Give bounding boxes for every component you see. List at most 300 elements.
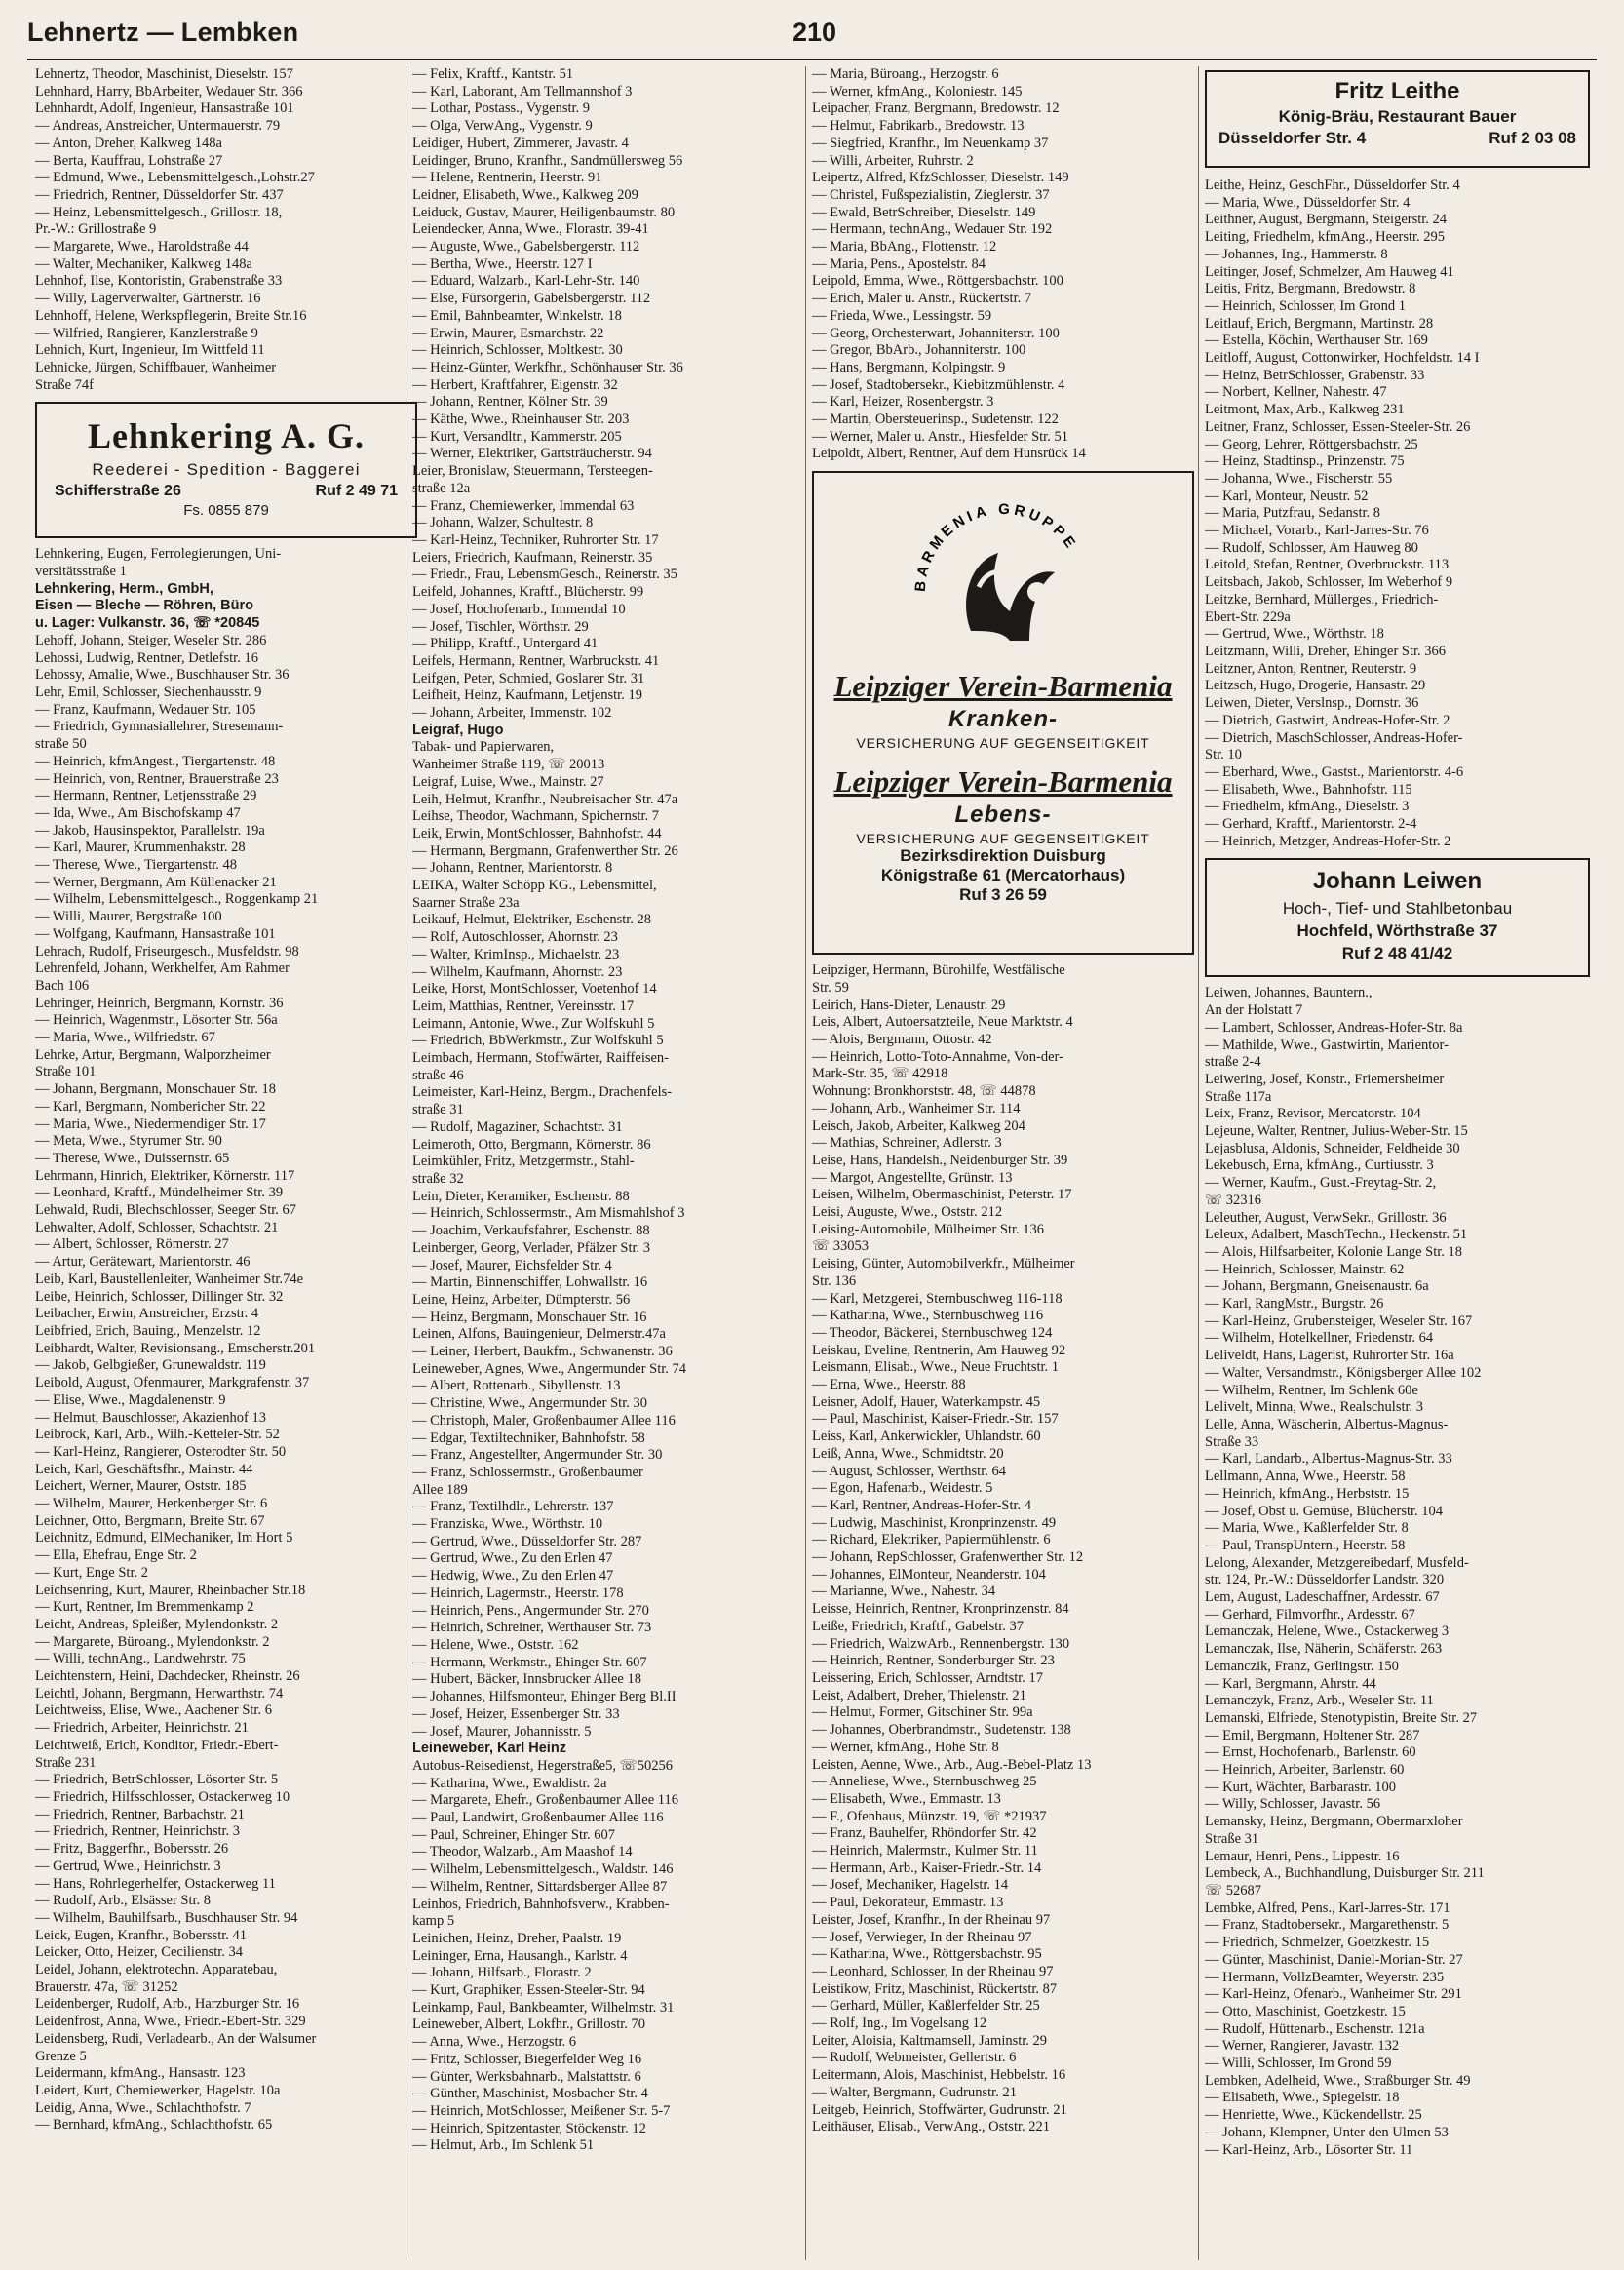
directory-entry: — Willy, Schlosser, Javastr. 56 bbox=[1205, 1796, 1381, 1813]
barmenia-tagline: VERSICHERUNG AUF GEGENSEITIGKEIT bbox=[856, 735, 1150, 752]
directory-entry: Leising-Automobile, Mülheimer Str. 136 bbox=[812, 1221, 1045, 1237]
directory-entry: Lehnkering, Herm., GmbH, bbox=[35, 580, 213, 597]
directory-entry: Leiers, Friedrich, Kaufmann, Reinerstr. 35 bbox=[412, 549, 653, 566]
column-divider bbox=[805, 66, 806, 2260]
directory-entry: Leiwen, Johannes, Bauntern., bbox=[1205, 985, 1373, 1001]
directory-entry: — Josef, Verwieger, In der Rheinau 97 bbox=[812, 1929, 1032, 1945]
directory-entry: — Ewald, BetrSchreiber, Dieselstr. 149 bbox=[812, 204, 1036, 220]
directory-entry: — Karl, Rentner, Andreas-Hofer-Str. 4 bbox=[812, 1497, 1032, 1513]
advert-telex: Fs. 0855 879 bbox=[183, 502, 269, 520]
directory-entry: — Elise, Wwe., Magdalenenstr. 9 bbox=[35, 1391, 226, 1408]
directory-entry: Str. 59 bbox=[812, 979, 849, 996]
directory-entry: straße 32 bbox=[412, 1171, 464, 1187]
directory-entry: — Karl-Heinz, Techniker, Ruhrorter Str. 17 bbox=[412, 531, 659, 548]
directory-entry: Straße 231 bbox=[35, 1754, 97, 1771]
directory-entry: Lein, Dieter, Keramiker, Eschenstr. 88 bbox=[412, 1188, 630, 1204]
directory-entry: Leitis, Fritz, Bergmann, Bredowstr. 8 bbox=[1205, 281, 1416, 297]
directory-entry: Lemaur, Henri, Pens., Lippestr. 16 bbox=[1205, 1848, 1400, 1864]
directory-entry: Lembke, Alfred, Pens., Karl-Jarres-Str. 171 bbox=[1205, 1899, 1450, 1916]
directory-entry: — Rolf, Autoschlosser, Ahornstr. 23 bbox=[412, 929, 618, 946]
directory-entry: — Johann, Klempner, Unter den Ulmen 53 bbox=[1205, 2124, 1449, 2140]
directory-entry: — Heinrich, Pens., Angermunder Str. 270 bbox=[412, 1602, 649, 1619]
directory-entry: Straße 31 bbox=[1205, 1830, 1259, 1847]
barmenia-product: Kranken- bbox=[947, 706, 1059, 733]
directory-entry: — Josef, Heizer, Essenberger Str. 33 bbox=[412, 1705, 620, 1722]
directory-entry: — Heinrich, Schlossermstr., Am Mismahlshof 3 bbox=[412, 1205, 685, 1222]
directory-entry: straße 50 bbox=[35, 736, 87, 753]
directory-entry: Leineweber, Agnes, Wwe., Angermunder Str. 74 bbox=[412, 1360, 687, 1377]
column-divider bbox=[1198, 66, 1199, 2260]
directory-entry: Leist, Adalbert, Dreher, Thielenstr. 21 bbox=[812, 1687, 1026, 1703]
barmenia-brand: Leipziger Verein-Barmenia bbox=[833, 669, 1173, 704]
barmenia-address: Königstraße 61 (Mercatorhaus) bbox=[880, 866, 1126, 885]
directory-entry: Saarner Straße 23a bbox=[412, 894, 520, 911]
directory-entry: Leinen, Alfons, Bauingenieur, Delmerstr.47a bbox=[412, 1326, 666, 1343]
directory-entry: — Werner, kfmAng., Koloniestr. 145 bbox=[812, 83, 1023, 99]
directory-entry: Leidenberger, Rudolf, Arb., Harzburger Str. 16 bbox=[35, 1996, 300, 2013]
directory-entry: — Hermann, Rentner, Letjensstraße 29 bbox=[35, 788, 257, 804]
directory-entry: — Rolf, Ing., Im Vogelsang 12 bbox=[812, 2016, 987, 2032]
directory-entry: — Albert, Rottenarb., Sibyllenstr. 13 bbox=[412, 1378, 621, 1394]
directory-entry: — Erich, Maler u. Anstr., Rückertstr. 7 bbox=[812, 291, 1032, 307]
advert-business: Hoch-, Tief- und Stahlbetonbau bbox=[1282, 899, 1513, 919]
directory-entry: — Willi, Arbeiter, Ruhrstr. 2 bbox=[812, 152, 974, 169]
directory-entry: Leidensberg, Rudi, Verladearb., An der Walsumer bbox=[35, 2030, 317, 2047]
directory-entry: — Auguste, Wwe., Gabelsbergerstr. 112 bbox=[412, 239, 640, 255]
directory-entry: Str. 136 bbox=[812, 1272, 857, 1289]
directory-entry: Leim, Matthias, Rentner, Vereinsstr. 17 bbox=[412, 998, 635, 1014]
column-4 bbox=[1205, 66, 1590, 2159]
directory-entry: Leiting, Friedhelm, kfmAng., Heerstr. 295 bbox=[1205, 229, 1446, 246]
barmenia-brand: Leipziger Verein-Barmenia bbox=[833, 764, 1173, 800]
directory-entry: — Johann, Bergmann, Monschauer Str. 18 bbox=[35, 1081, 277, 1098]
directory-entry: Leidermann, kfmAng., Hansastr. 123 bbox=[35, 2065, 246, 2082]
directory-entry: — Johannes, Oberbrandmstr., Sudetenstr. 138 bbox=[812, 1722, 1071, 1739]
directory-entry: Leichtweiß, Erich, Konditor, Friedr.-Ebert- bbox=[35, 1737, 279, 1753]
directory-entry: — Friedrich, Rentner, Düsseldorfer Str. 437 bbox=[35, 186, 284, 203]
directory-entry: — Werner, Elektriker, Gartsträucherstr. 94 bbox=[412, 446, 652, 462]
directory-entry: Lehrach, Rudolf, Friseurgesch., Musfeldstr. 98 bbox=[35, 943, 299, 959]
directory-entry: — Maria, Büroang., Herzogstr. 6 bbox=[812, 66, 999, 82]
directory-entry: Leitermann, Alois, Maschinist, Hebbelstr. 16 bbox=[812, 2067, 1066, 2084]
directory-entry: — Otto, Maschinist, Goetzkestr. 15 bbox=[1205, 2003, 1406, 2019]
directory-entry: — Johannes, Ing., Hammerstr. 8 bbox=[1205, 246, 1388, 262]
directory-entry: — Johann, Rentner, Marientorstr. 8 bbox=[412, 860, 613, 877]
directory-entry: — Josef, Obst u. Gemüse, Blücherstr. 104 bbox=[1205, 1503, 1444, 1519]
directory-entry: Leitsbach, Jakob, Schlosser, Im Weberhof 9 bbox=[1205, 574, 1453, 591]
directory-entry: — Paul, TranspUntern., Heerstr. 58 bbox=[1205, 1537, 1406, 1553]
running-head: Lehnertz — Lembken bbox=[27, 18, 299, 47]
directory-entry: — Anton, Dreher, Kalkweg 148a bbox=[35, 135, 222, 151]
directory-entry: Leliveldt, Hans, Lagerist, Ruhrorter Str. 16a bbox=[1205, 1348, 1454, 1364]
directory-entry: — Heinrich, kfmAng., Herbststr. 15 bbox=[1205, 1485, 1410, 1502]
lehnkering-advert bbox=[35, 402, 417, 538]
directory-entry: — Hermann, technAng., Wedauer Str. 192 bbox=[812, 221, 1053, 238]
directory-entry: Leimeroth, Otto, Bergmann, Körnerstr. 86 bbox=[412, 1136, 651, 1153]
directory-entry: Tabak- und Papierwaren, bbox=[412, 739, 555, 756]
directory-entry: Lehoff, Johann, Steiger, Weseler Str. 286 bbox=[35, 632, 267, 648]
directory-entry: — Eberhard, Wwe., Gastst., Marientorstr. 4-6 bbox=[1205, 763, 1464, 780]
directory-entry: Leier, Bronislaw, Steuermann, Tersteegen- bbox=[412, 463, 653, 480]
directory-entry: Bach 106 bbox=[35, 977, 90, 994]
directory-entry: — Maria, Wwe., Kaßlerfelder Str. 8 bbox=[1205, 1520, 1409, 1537]
directory-entry: Leisch, Jakob, Arbeiter, Kalkweg 204 bbox=[812, 1117, 1025, 1134]
directory-entry: Leiß, Anna, Wwe., Schmidtstr. 20 bbox=[812, 1445, 1004, 1462]
directory-entry: Leitinger, Josef, Schmelzer, Am Hauweg 41 bbox=[1205, 263, 1454, 280]
directory-entry: — Karl, Laborant, Am Tellmannshof 3 bbox=[412, 83, 633, 99]
directory-entry: Lehnhof, Ilse, Kontoristin, Grabenstraße 33 bbox=[35, 273, 283, 290]
directory-entry: — Elisabeth, Wwe., Spiegelstr. 18 bbox=[1205, 2090, 1400, 2106]
directory-entry: Lemanczik, Franz, Gerlingstr. 150 bbox=[1205, 1658, 1399, 1674]
directory-entry: — Hermann, Arb., Kaiser-Friedr.-Str. 14 bbox=[812, 1859, 1042, 1876]
directory-entry: — Emil, Bahnbeamter, Winkelstr. 18 bbox=[412, 307, 622, 324]
directory-entry: Leipoldt, Albert, Rentner, Auf dem Hunsrück 14 bbox=[812, 446, 1086, 462]
directory-entry: Leick, Eugen, Kranfhr., Bobersstr. 41 bbox=[35, 1927, 248, 1943]
directory-entry: — Wilhelm, Kaufmann, Ahornstr. 23 bbox=[412, 963, 623, 980]
directory-entry: — Karl, Bergmann, Nombericher Str. 22 bbox=[35, 1098, 266, 1115]
directory-entry: — Johannes, Hilfsmonteur, Ehinger Berg Bl.II bbox=[412, 1689, 677, 1705]
directory-entry: — Erwin, Maurer, Esmarchstr. 22 bbox=[412, 325, 604, 341]
column-3 bbox=[812, 66, 1194, 2136]
directory-entry: — Franz, Bauhelfer, Rhöndorfer Str. 42 bbox=[812, 1825, 1037, 1842]
directory-entry: — Lambert, Schlosser, Andreas-Hofer-Str. 8a bbox=[1205, 1019, 1463, 1036]
directory-entry: — Heinrich, kfmAngest., Tiergartenstr. 48 bbox=[35, 753, 276, 769]
directory-entry: Lehnertz, Theodor, Maschinist, Dieselstr. 157 bbox=[35, 66, 293, 82]
directory-entry: Leitzner, Anton, Rentner, Reuterstr. 9 bbox=[1205, 660, 1417, 677]
directory-entry: — Helmut, Fabrikarb., Bredowstr. 13 bbox=[812, 118, 1025, 135]
directory-entry: Leimbach, Hermann, Stoffwärter, Raiffeisen- bbox=[412, 1050, 670, 1067]
directory-entry: Lemansky, Heinz, Bergmann, Obermarxloher bbox=[1205, 1814, 1463, 1830]
directory-entry: straße 2-4 bbox=[1205, 1054, 1261, 1071]
directory-entry: — Kurt, Enge Str. 2 bbox=[35, 1564, 148, 1581]
directory-entry: Leibhardt, Walter, Revisionsang., Emscherstr.201 bbox=[35, 1340, 316, 1356]
directory-entry: — Friedrich, Gymnasiallehrer, Stresemann- bbox=[35, 719, 284, 735]
directory-entry: Leiduck, Gustav, Maurer, Heiligenbaumstr. 80 bbox=[412, 204, 676, 220]
directory-entry: Leichsenring, Kurt, Maurer, Rheinbacher Str.18 bbox=[35, 1582, 306, 1598]
directory-entry: — Karl-Heinz, Arb., Lösorter Str. 11 bbox=[1205, 2141, 1413, 2158]
directory-list bbox=[35, 66, 417, 394]
directory-entry: — Friedrich, Arbeiter, Heinrichstr. 21 bbox=[35, 1720, 249, 1737]
directory-entry: — Heinrich, Schlosser, Moltkestr. 30 bbox=[412, 342, 623, 359]
directory-entry: — Günther, Maschinist, Mosbacher Str. 4 bbox=[412, 2086, 648, 2102]
directory-entry: Leitmont, Max, Arb., Kalkweg 231 bbox=[1205, 402, 1405, 418]
directory-entry: — Alois, Bergmann, Ottostr. 42 bbox=[812, 1031, 992, 1047]
directory-entry: ☏ 32316 bbox=[1205, 1192, 1262, 1208]
directory-entry: — Gertrud, Wwe., Zu den Erlen 47 bbox=[412, 1550, 613, 1567]
directory-entry: — Eduard, Walzarb., Karl-Lehr-Str. 140 bbox=[412, 273, 640, 290]
directory-entry: Leinichen, Heinz, Dreher, Paalstr. 19 bbox=[412, 1930, 622, 1946]
directory-entry: — Katharina, Wwe., Ewaldistr. 2a bbox=[412, 1775, 607, 1791]
directory-entry: — Franz, Kaufmann, Wedauer Str. 105 bbox=[35, 701, 256, 718]
advert-phone: Ruf 2 03 08 bbox=[1489, 129, 1576, 147]
directory-entry: Allee 189 bbox=[412, 1481, 468, 1498]
advert-phone: Ruf 2 48 41/42 bbox=[1341, 944, 1453, 963]
directory-entry: — Hans, Bergmann, Kolpingstr. 9 bbox=[812, 359, 1006, 375]
directory-entry: — Christel, Fußspezialistin, Zieglerstr. 37 bbox=[812, 186, 1050, 203]
directory-entry: — Martin, Binnenschiffer, Lohwallstr. 16 bbox=[412, 1274, 648, 1291]
directory-entry: Leister, Josef, Kranfhr., In der Rheinau 97 bbox=[812, 1911, 1051, 1928]
directory-entry: Leine, Heinz, Arbeiter, Dümpterstr. 56 bbox=[412, 1291, 631, 1308]
directory-entry: Leitner, Franz, Schlosser, Essen-Steeler-Str. 26 bbox=[1205, 418, 1471, 435]
directory-entry: Leifheit, Heinz, Kaufmann, Letjenstr. 19 bbox=[412, 687, 642, 704]
directory-entry: — Walter, KrimInsp., Michaelstr. 23 bbox=[412, 946, 620, 962]
directory-entry: — Jakob, Hausinspektor, Parallelstr. 19a bbox=[35, 822, 265, 839]
directory-entry: Leichnitz, Edmund, ElMechaniker, Im Hort 5 bbox=[35, 1530, 293, 1546]
directory-entry: — Walter, Mechaniker, Kalkweg 148a bbox=[35, 255, 252, 272]
directory-entry: — Leonhard, Kraftf., Mündelheimer Str. 39 bbox=[35, 1185, 284, 1201]
directory-entry: Lehrenfeld, Johann, Werkhelfer, Am Rahmer bbox=[35, 960, 290, 977]
directory-entry: Leinkamp, Paul, Bankbeamter, Wilhelmstr. 31 bbox=[412, 1999, 675, 2016]
directory-entry: — Michael, Vorarb., Karl-Jarres-Str. 76 bbox=[1205, 523, 1429, 539]
directory-entry: Lehossi, Ludwig, Rentner, Detlefstr. 16 bbox=[35, 649, 258, 666]
directory-entry: — Hermann, Bergmann, Grafenwerther Str. 26 bbox=[412, 842, 678, 859]
directory-entry: — Margarete, Büroang., Mylendonkstr. 2 bbox=[35, 1633, 270, 1650]
directory-entry: Leiss, Karl, Ankerwickler, Uhlandstr. 60 bbox=[812, 1429, 1041, 1445]
directory-entry: Leichtl, Johann, Bergmann, Herwarthstr. 74 bbox=[35, 1685, 284, 1702]
directory-entry: Leismann, Elisab., Wwe., Neue Fruchtstr. 1 bbox=[812, 1359, 1060, 1376]
directory-entry: Leithe, Heinz, GeschFhr., Düsseldorfer Str. 4 bbox=[1205, 177, 1460, 193]
directory-entry: — Karl-Heinz, Rangierer, Osterodter Str. 50 bbox=[35, 1443, 287, 1460]
directory-entry: — Artur, Gerätewart, Marientorstr. 46 bbox=[35, 1254, 251, 1271]
directory-entry: — Rudolf, Hüttenarb., Eschenstr. 121a bbox=[1205, 2020, 1425, 2037]
directory-list bbox=[812, 962, 1194, 2136]
directory-entry: Lehnhard, Harry, BbArbeiter, Wedauer Str. 366 bbox=[35, 83, 303, 99]
directory-entry: — Wilhelm, Lebensmittelgesch., Roggenkamp 21 bbox=[35, 891, 319, 908]
directory-entry: — Fritz, Schlosser, Biegerfelder Weg 16 bbox=[412, 2051, 642, 2067]
directory-entry: — Gerhard, Kraftf., Marientorstr. 2-4 bbox=[1205, 816, 1417, 833]
directory-entry: Leithäuser, Elisab., VerwAng., Oststr. 221 bbox=[812, 2119, 1051, 2135]
directory-entry: Leidig, Anna, Wwe., Schlachthofstr. 7 bbox=[35, 2099, 251, 2116]
directory-entry: — Ida, Wwe., Am Bischofskamp 47 bbox=[35, 804, 241, 821]
directory-entry: kamp 5 bbox=[412, 1913, 455, 1930]
directory-entry: Straße 33 bbox=[1205, 1433, 1259, 1450]
leiwen-advert bbox=[1205, 858, 1590, 977]
directory-entry: — Friedrich, BbWerkmstr., Zur Wolfskuhl 5 bbox=[412, 1033, 664, 1049]
directory-entry: — Karl, Heizer, Rosenbergstr. 3 bbox=[812, 394, 994, 411]
directory-entry: — Günter, Werksbahnarb., Malstattstr. 6 bbox=[412, 2068, 641, 2085]
directory-entry: — Willi, technAng., Landwehrstr. 75 bbox=[35, 1651, 246, 1667]
directory-entry: Leleuther, August, VerwSekr., Grillostr. 36 bbox=[1205, 1209, 1447, 1226]
directory-entry: Leissering, Erich, Schlosser, Arndtstr. 17 bbox=[812, 1670, 1044, 1686]
directory-entry: Lehnicke, Jürgen, Schiffbauer, Wanheimer bbox=[35, 359, 277, 375]
directory-entry: — Mathilde, Wwe., Gastwirtin, Marientor- bbox=[1205, 1037, 1449, 1053]
directory-entry: Leicht, Andreas, Spleißer, Mylendonkstr. 2 bbox=[35, 1616, 279, 1632]
directory-entry: — Richard, Elektriker, Papiermühlenstr. 6 bbox=[812, 1532, 1051, 1548]
directory-entry: Leisen, Wilhelm, Obermaschinist, Peterstr. 17 bbox=[812, 1187, 1072, 1203]
directory-entry: — Heinrich, MotSchlosser, Meißener Str. 5-7 bbox=[412, 2102, 671, 2119]
directory-entry: Leidner, Elisabeth, Wwe., Kalkweg 209 bbox=[412, 186, 638, 203]
directory-entry: Straße 117a bbox=[1205, 1088, 1272, 1105]
directory-entry: — Maria, Wwe., Niedermendiger Str. 17 bbox=[35, 1115, 266, 1132]
directory-entry: Leisten, Aenne, Wwe., Arb., Aug.-Bebel-Platz 13 bbox=[812, 1756, 1092, 1773]
directory-list bbox=[35, 546, 417, 2134]
directory-entry: Leitloff, August, Cottonwirker, Hochfeldstr. 14 I bbox=[1205, 350, 1480, 367]
directory-entry: Leiße, Friedrich, Kraftf., Gabelstr. 37 bbox=[812, 1618, 1025, 1634]
directory-entry: — Christine, Wwe., Angermunder Str. 30 bbox=[412, 1395, 647, 1412]
directory-entry: — Therese, Wwe., Tiergartenstr. 48 bbox=[35, 857, 238, 874]
directory-entry: — Paul, Schreiner, Ehinger Str. 607 bbox=[412, 1826, 616, 1843]
directory-entry: Lelivelt, Minna, Wwe., Realschulstr. 3 bbox=[1205, 1399, 1424, 1416]
directory-entry: — Henriette, Wwe., Kückendellstr. 25 bbox=[1205, 2107, 1422, 2124]
directory-entry: — Friedrich, BetrSchlosser, Lösorter Str. 5 bbox=[35, 1772, 279, 1788]
directory-entry: — Willi, Schlosser, Im Grond 59 bbox=[1205, 2055, 1392, 2072]
directory-entry: Leistikow, Fritz, Maschinist, Rückertstr. 87 bbox=[812, 1980, 1058, 1997]
directory-entry: — Johann, Rentner, Kölner Str. 39 bbox=[412, 394, 608, 411]
directory-entry: Wanheimer Straße 119, ☏ 20013 bbox=[412, 757, 605, 773]
directory-entry: Lellmann, Anna, Wwe., Heerstr. 58 bbox=[1205, 1468, 1406, 1485]
advert-company-name: Johann Leiwen bbox=[1312, 868, 1483, 895]
directory-entry: — Heinrich, Schlosser, Im Grond 1 bbox=[1205, 297, 1407, 314]
directory-entry: — Edmund, Wwe., Lebensmittelgesch.,Lohstr.27 bbox=[35, 170, 315, 186]
directory-entry: — Heinz, BetrSchlosser, Grabenstr. 33 bbox=[1205, 367, 1425, 383]
directory-entry: — Philipp, Kraftf., Untergard 41 bbox=[412, 636, 599, 652]
directory-list bbox=[1205, 177, 1590, 850]
directory-entry: Leipacher, Franz, Bergmann, Bredowstr. 12 bbox=[812, 100, 1060, 117]
directory-entry: — Margarete, Wwe., Haroldstraße 44 bbox=[35, 239, 249, 255]
directory-entry: — Friedhelm, kfmAng., Dieselstr. 3 bbox=[1205, 799, 1410, 815]
directory-entry: — Wilhelm, Rentner, Im Schlenk 60e bbox=[1205, 1382, 1418, 1398]
directory-entry: Leipziger, Hermann, Bürohilfe, Westfälische bbox=[812, 962, 1065, 979]
directory-entry: — F., Ofenhaus, Münzstr. 19, ☏ *21937 bbox=[812, 1808, 1047, 1824]
directory-entry: — Olga, VerwAng., Vygenstr. 9 bbox=[412, 118, 593, 135]
directory-entry: — Paul, Maschinist, Kaiser-Friedr.-Str. 157 bbox=[812, 1411, 1059, 1428]
directory-entry: Leimkühler, Fritz, Metzgermstr., Stahl- bbox=[412, 1154, 635, 1170]
directory-entry: — Rudolf, Schlosser, Am Hauweg 80 bbox=[1205, 539, 1418, 556]
directory-entry: — Georg, Lehrer, Röttgersbachstr. 25 bbox=[1205, 436, 1418, 452]
directory-entry: — Heinrich, Spitzentaster, Stöckenstr. 12 bbox=[412, 2120, 646, 2136]
directory-entry: Lehringer, Heinrich, Bergmann, Kornstr. 36 bbox=[35, 995, 284, 1011]
directory-entry: — Karl-Heinz, Ofenarb., Wanheimer Str. 291 bbox=[1205, 1986, 1462, 2003]
advert-address: Schifferstraße 26 bbox=[55, 483, 181, 500]
directory-entry: Autobus-Reisedienst, Hegerstraße5, ☏50256 bbox=[412, 1757, 673, 1774]
directory-entry: — Estella, Köchin, Werthauser Str. 169 bbox=[1205, 333, 1428, 349]
directory-entry: Lehnich, Kurt, Ingenieur, Im Wittfeld 11 bbox=[35, 342, 265, 359]
directory-entry: str. 124, Pr.-W.: Düsseldorfer Landstr. 320 bbox=[1205, 1572, 1445, 1588]
directory-entry: Leigraf, Hugo bbox=[412, 722, 504, 738]
directory-entry: — Karl-Heinz, Grubensteiger, Weseler Str. 167 bbox=[1205, 1312, 1473, 1329]
directory-entry: Leipertz, Alfred, KfzSchlosser, Dieselstr. 149 bbox=[812, 170, 1069, 186]
directory-entry: — Heinrich, Arbeiter, Barlenstr. 60 bbox=[1205, 1762, 1405, 1779]
directory-entry: Lelle, Anna, Wäscherin, Albertus-Magnus- bbox=[1205, 1417, 1449, 1432]
directory-entry: — Heinrich, Lotto-Toto-Annahme, Von-der- bbox=[812, 1048, 1063, 1065]
directory-entry: — Friedrich, Rentner, Barbachstr. 21 bbox=[35, 1806, 245, 1822]
directory-entry: — Maria, BbAng., Flottenstr. 12 bbox=[812, 239, 997, 255]
advert-address: Düsseldorfer Str. 4 bbox=[1218, 129, 1367, 147]
directory-entry: — Gertrud, Wwe., Düsseldorfer Str. 287 bbox=[412, 1533, 642, 1549]
directory-entry: — Heinrich, Malermstr., Kulmer Str. 11 bbox=[812, 1843, 1038, 1859]
directory-entry: — Dietrich, MaschSchlosser, Andreas-Hofer- bbox=[1205, 729, 1463, 746]
directory-entry: Leineweber, Karl Heinz bbox=[412, 1741, 566, 1757]
directory-entry: — Margarete, Ehefr., Großenbaumer Allee 116 bbox=[412, 1792, 678, 1809]
directory-entry: — Margot, Angestellte, Grünstr. 13 bbox=[812, 1169, 1013, 1186]
directory-entry: — Kurt, Wächter, Barbarastr. 100 bbox=[1205, 1779, 1397, 1795]
directory-entry: Lehnhardt, Adolf, Ingenieur, Hansastraße 101 bbox=[35, 100, 294, 117]
directory-entry: Ebert-Str. 229a bbox=[1205, 608, 1291, 625]
directory-entry: — Georg, Orchesterwart, Johanniterstr. 100 bbox=[812, 325, 1060, 341]
directory-entry: — Leiner, Herbert, Baukfm., Schwanenstr. 36 bbox=[412, 1344, 673, 1360]
header-rule bbox=[27, 59, 1597, 60]
directory-entry: Leimeister, Karl-Heinz, Bergm., Drachenfels- bbox=[412, 1084, 673, 1101]
directory-entry: — Siegfried, Kranfhr., Im Neuenkamp 37 bbox=[812, 135, 1049, 151]
directory-entry: Leichtenstern, Heini, Dachdecker, Rheinstr. 26 bbox=[35, 1668, 300, 1685]
directory-entry: Str. 10 bbox=[1205, 747, 1242, 763]
directory-entry: — Leonhard, Schlosser, In der Rheinau 97 bbox=[812, 1963, 1054, 1979]
directory-entry: — Alois, Hilfsarbeiter, Kolonie Lange Str. 18 bbox=[1205, 1243, 1463, 1260]
directory-entry: — Ella, Ehefrau, Enge Str. 2 bbox=[35, 1547, 197, 1564]
advert-phone: Ruf 2 49 71 bbox=[315, 483, 398, 500]
directory-entry: — Johannes, ElMonteur, Neanderstr. 104 bbox=[812, 1566, 1046, 1583]
directory-entry: — Ernst, Hochofenarb., Barlenstr. 60 bbox=[1205, 1744, 1416, 1761]
directory-entry: — Josef, Maurer, Johannisstr. 5 bbox=[412, 1723, 592, 1740]
directory-entry: Leiendecker, Anna, Wwe., Florastr. 39-41 bbox=[412, 221, 649, 238]
barmenia-arc-text: BARMENIA GRUPPE bbox=[911, 500, 1081, 593]
directory-entry: Eisen — Bleche — Röhren, Büro bbox=[35, 598, 253, 614]
directory-entry: Brauerstr. 47a, ☏ 31252 bbox=[35, 1978, 178, 1995]
directory-entry: — Willy, Lagerverwalter, Gärtnerstr. 16 bbox=[35, 291, 261, 307]
directory-entry: — Johann, Hilfsarb., Florastr. 2 bbox=[412, 1965, 592, 1981]
directory-entry: — Friedrich, Rentner, Heinrichstr. 3 bbox=[35, 1823, 241, 1840]
directory-entry: — Heinz, Stadtinsp., Prinzenstr. 75 bbox=[1205, 453, 1405, 470]
directory-entry: — Bertha, Wwe., Heerstr. 127 I bbox=[412, 255, 593, 272]
directory-entry: Leib, Karl, Baustellenleiter, Wanheimer Str.74e bbox=[35, 1271, 304, 1287]
advert-business: König-Bräu, Restaurant Bauer bbox=[1278, 107, 1517, 126]
directory-entry: — Anneliese, Wwe., Sternbuschweg 25 bbox=[812, 1774, 1037, 1790]
directory-entry: Leidert, Kurt, Chemiewerker, Hagelstr. 10a bbox=[35, 2082, 281, 2098]
directory-entry: LEIKA, Walter Schöpp KG., Lebensmittel, bbox=[412, 878, 657, 894]
directory-entry: — Kurt, Graphiker, Essen-Steeler-Str. 94 bbox=[412, 1982, 645, 1999]
directory-entry: — Maria, Putzfrau, Sedanstr. 8 bbox=[1205, 505, 1381, 522]
directory-entry: Pr.-W.: Grillostraße 9 bbox=[35, 221, 157, 238]
directory-entry: — Helene, Rentnerin, Heerstr. 91 bbox=[412, 170, 602, 186]
directory-entry: — Johann, Bergmann, Gneisenaustr. 6a bbox=[1205, 1278, 1429, 1295]
directory-entry: — Marianne, Wwe., Nahestr. 34 bbox=[812, 1584, 996, 1600]
directory-entry: — Johann, Walzer, Schultestr. 8 bbox=[412, 515, 594, 531]
directory-entry: — Wilhelm, Maurer, Herkenberger Str. 6 bbox=[35, 1496, 268, 1512]
directory-entry: — Josef, Mechaniker, Hagelstr. 14 bbox=[812, 1877, 1009, 1894]
directory-entry: — Werner, Bergmann, Am Küllenacker 21 bbox=[35, 874, 277, 890]
directory-entry: — Franziska, Wwe., Wörthstr. 10 bbox=[412, 1516, 603, 1533]
directory-entry: straße 46 bbox=[412, 1067, 464, 1083]
directory-entry: Leike, Horst, MontSchlosser, Voetenhof 14 bbox=[412, 981, 657, 998]
directory-entry: — Helene, Wwe., Oststr. 162 bbox=[412, 1636, 579, 1653]
directory-entry: — Hermann, Werkmstr., Ehinger Str. 607 bbox=[412, 1654, 647, 1670]
directory-entry: Leiskau, Eveline, Rentnerin, Am Hauweg 92 bbox=[812, 1342, 1066, 1358]
directory-entry: Lemanczak, Helene, Wwe., Ostackerweg 3 bbox=[1205, 1624, 1450, 1640]
directory-entry: — Meta, Wwe., Styrumer Str. 90 bbox=[35, 1133, 222, 1150]
directory-entry: — Frieda, Wwe., Lessingstr. 59 bbox=[812, 307, 992, 324]
directory-entry: Leidel, Johann, elektrotechn. Apparatebau, bbox=[35, 1962, 278, 1978]
directory-entry: Leiwen, Dieter, Verslnsp., Dornstr. 36 bbox=[1205, 695, 1419, 712]
directory-entry: — Johanna, Wwe., Fischerstr. 55 bbox=[1205, 470, 1393, 487]
directory-entry: — Wilhelm, Hotelkellner, Friedenstr. 64 bbox=[1205, 1330, 1434, 1347]
directory-entry: — Hermann, VollzBeamter, Weyerstr. 235 bbox=[1205, 1969, 1445, 1985]
svg-text:BARMENIA GRUPPE bbox=[912, 501, 1081, 593]
directory-entry: — Heinrich, Lagermstr., Heerstr. 178 bbox=[412, 1585, 624, 1601]
directory-entry: Straße 101 bbox=[35, 1064, 97, 1080]
directory-entry: straße 12a bbox=[412, 480, 471, 496]
directory-entry: — Wilhelm, Lebensmittelgesch., Waldstr. 146 bbox=[412, 1861, 674, 1878]
directory-entry: — Karl, Maurer, Krummenhakstr. 28 bbox=[35, 840, 246, 856]
directory-entry: Leichert, Werner, Maurer, Oststr. 185 bbox=[35, 1478, 247, 1495]
directory-entry: — Edgar, Textiltechniker, Bahnhofstr. 58 bbox=[412, 1429, 645, 1446]
barmenia-product: Lebens- bbox=[954, 802, 1052, 829]
directory-entry: — Katharina, Wwe., Röttgersbachstr. 95 bbox=[812, 1946, 1042, 1963]
directory-entry: Leitzke, Bernhard, Müllerges., Friedrich- bbox=[1205, 591, 1439, 607]
directory-entry: — Paul, Dekorateur, Emmastr. 13 bbox=[812, 1895, 1004, 1911]
directory-entry: — Maria, Wwe., Düsseldorfer Str. 4 bbox=[1205, 194, 1411, 211]
directory-entry: Leimann, Antonie, Wwe., Zur Wolfskuhl 5 bbox=[412, 1015, 655, 1032]
directory-entry: — Franz, Schlossermstr., Großenbaumer bbox=[412, 1464, 643, 1480]
